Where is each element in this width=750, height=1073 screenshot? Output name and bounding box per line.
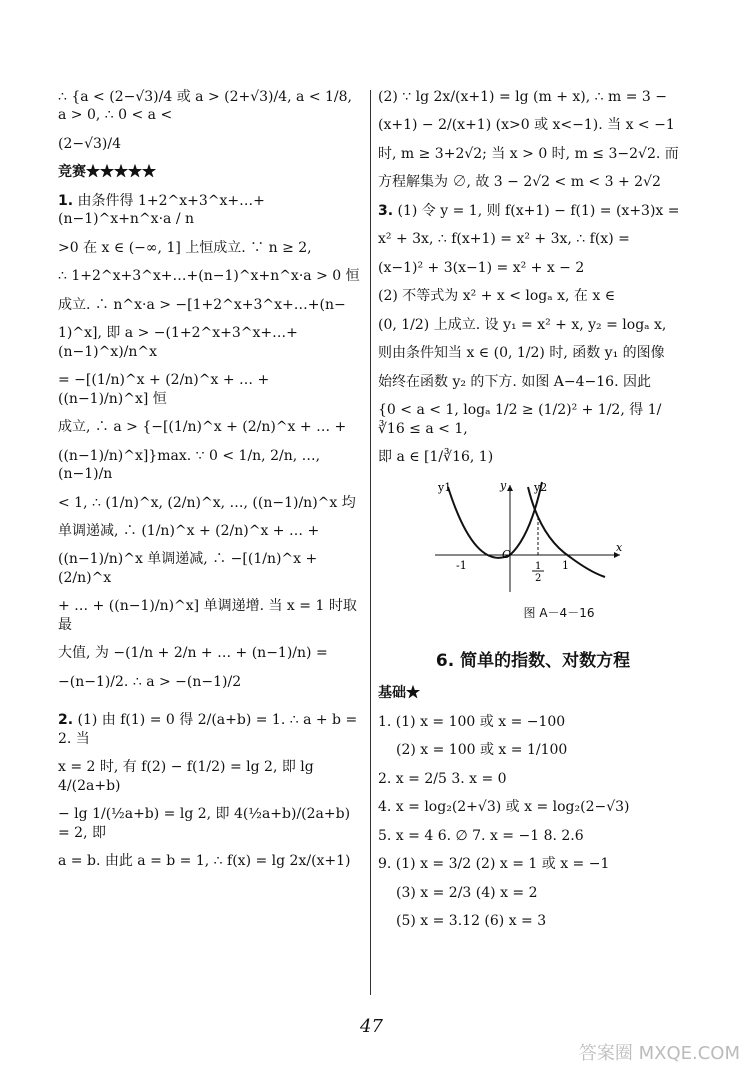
text-line: = −[(1/n)^x + (2/n)^x + … + ((n−1)/n)^x] 恒	[58, 372, 270, 407]
figure-a-4-16	[430, 477, 688, 622]
text: (1) 令 y = 1, 则 f(x+1) − f(1) = (x+3)x =	[397, 202, 680, 219]
text-line: (2−√3)/4	[58, 135, 122, 152]
text-line: a = b. 由此 a = b = 1, ∴ f(x) = lg 2x/(x+1)	[58, 853, 351, 870]
label-half-den: 2	[535, 572, 542, 584]
text: (1) 由 f(1) = 0 得 2/(a+b) = 1. ∴ a + b = 2. 当	[58, 712, 358, 747]
text-line: 始终在函数 y₂ 的下方. 如图 A−4−16. 因此	[378, 373, 651, 390]
answer-line: 9. (1) x = 3/2 (2) x = 1 或 x = −1	[378, 856, 610, 873]
text-line: 成立. ∴ n^x·a > −[1+2^x+3^x+…+(n−	[58, 296, 346, 313]
item-prefix: 由条件得	[77, 192, 134, 209]
column-divider	[370, 90, 371, 995]
text-line: ((n−1)/n)^x 单调递减, ∴ −[(1/n)^x + (2/n)^x	[58, 551, 318, 586]
curve-y1	[448, 482, 542, 558]
text-line: 成立, ∴ a > {−[(1/n)^x + (2/n)^x + … +	[58, 419, 347, 436]
text-line: + … + ((n−1)/n)^x] 单调递增. 当 x = 1 时取最	[58, 598, 357, 633]
text-line: 时, m ≥ 3+2√2; 当 x > 0 时, m ≤ 3−2√2. 而	[378, 145, 679, 162]
section-title: 6. 简单的指数、对数方程	[435, 650, 631, 671]
answer-line: 5. x = 4 6. ∅ 7. x = −1 8. 2.6	[378, 827, 584, 844]
page-number: 47	[360, 1016, 383, 1037]
label-half-num: 1	[535, 560, 542, 572]
label-y: y	[500, 478, 507, 492]
watermark: 答案圈 MXQE.COM	[578, 1043, 740, 1064]
text-line: {0 < a < 1, logₐ 1/2 ≥ (1/2)² + 1/2, 得 1/∛16 ≤ a < 1,	[378, 402, 662, 437]
text-line: x = 2 时, 有 f(2) − f(1/2) = lg 2, 即 lg 4/(2a+b)	[58, 759, 314, 794]
text-line: ∴ 1+2^x+3^x+…+(n−1)^x+n^x·a > 0 恒	[58, 268, 360, 285]
text-line	[58, 192, 363, 229]
text-line: 方程解集为 ∅, 故 3 − 2√2 < m < 3 + 2√2	[378, 174, 661, 191]
text-line: 大值, 为 −(1/n + 2/n + … + (n−1)/n) =	[58, 645, 328, 662]
label-x: x	[616, 540, 623, 554]
item-number: 2.	[58, 712, 74, 729]
text-line: 单调递减, ∴ (1/n)^x + (2/n)^x + … +	[58, 522, 320, 539]
text-line: 1)^x], 即 a > −(1+2^x+3^x+…+(n−1)^x)/n^x	[58, 325, 298, 360]
right-column	[378, 88, 688, 941]
text-line: (2) ∵ lg 2x/(x+1) = lg (m + x), ∴ m = 3 −	[378, 89, 668, 105]
answer-line: 1. (1) x = 100 或 x = −100	[378, 713, 566, 730]
text-line	[378, 202, 688, 220]
text-line: 则由条件知当 x ∈ (0, 1/2) 时, 函数 y₁ 的图像	[378, 345, 665, 362]
section-label-basic: 基础★	[378, 685, 420, 702]
label-y2: y2	[534, 480, 548, 494]
text-line: >0 在 x ∈ (−∞, 1] 上恒成立. ∵ n ≥ 2,	[58, 239, 312, 256]
label-origin: O	[502, 547, 512, 561]
text-line: ((n−1)/n)^x]}max. ∵ 0 < 1/n, 2/n, …, (n−1)/n	[58, 447, 321, 483]
label-one: 1	[562, 558, 569, 572]
answer-line: (2) x = 100 或 x = 1/100	[396, 742, 568, 759]
label-y1: y1	[438, 480, 452, 494]
y-axis-arrow	[507, 485, 513, 491]
text-line: (x+1) − 2/(x+1) (x>0 或 x<−1). 当 x < −1	[378, 117, 675, 134]
text-line: ∴ {a < (2−√3)/4 或 a > (2+√3)/4, a < 1/8, a > 0, ∴ 0 < a <	[58, 89, 353, 124]
text-line: (2) 不等式为 x² + x < logₐ x, 在 x ∈	[378, 288, 616, 305]
text-line	[58, 711, 363, 748]
answer-line: (5) x = 3.12 (6) x = 3	[396, 913, 547, 930]
text-line: −(n−1)/2. ∴ a > −(n−1)/2	[58, 673, 242, 690]
formula: 1+2^x+3^x+…+(n−1)^x+n^x·a / n	[58, 192, 265, 228]
text-line: (0, 1/2) 上成立. 设 y₁ = x² + x, y₂ = logₐ x,	[378, 316, 667, 333]
item-number: 3.	[378, 202, 394, 219]
text-line: − lg 1/(½a+b) = lg 2, 即 4(½a+b)/(2a+b) = 2, 即	[58, 806, 351, 841]
section-label-competition: 竞赛★★★★★	[58, 164, 156, 181]
answer-line: 4. x = log₂(2+√3) 或 x = log₂(2−√3)	[378, 799, 630, 816]
item-number: 1.	[58, 192, 74, 209]
figure-caption: 图 A－4－16	[523, 606, 595, 621]
text-line: x² + 3x, ∴ f(x+1) = x² + 3x, ∴ f(x) =	[378, 231, 630, 248]
answer-line: 2. x = 2/5 3. x = 0	[378, 770, 507, 787]
left-column	[58, 88, 363, 881]
label-neg-one: -1	[456, 558, 467, 572]
function-graph	[430, 477, 630, 597]
answer-line: (3) x = 2/3 (4) x = 2	[396, 884, 538, 901]
text-line: 即 a ∈ [1/∛16, 1)	[378, 449, 494, 466]
text-line: < 1, ∴ (1/n)^x, (2/n)^x, …, ((n−1)/n)^x 均	[58, 494, 356, 511]
text-line: (x−1)² + 3(x−1) = x² + x − 2	[378, 259, 585, 276]
